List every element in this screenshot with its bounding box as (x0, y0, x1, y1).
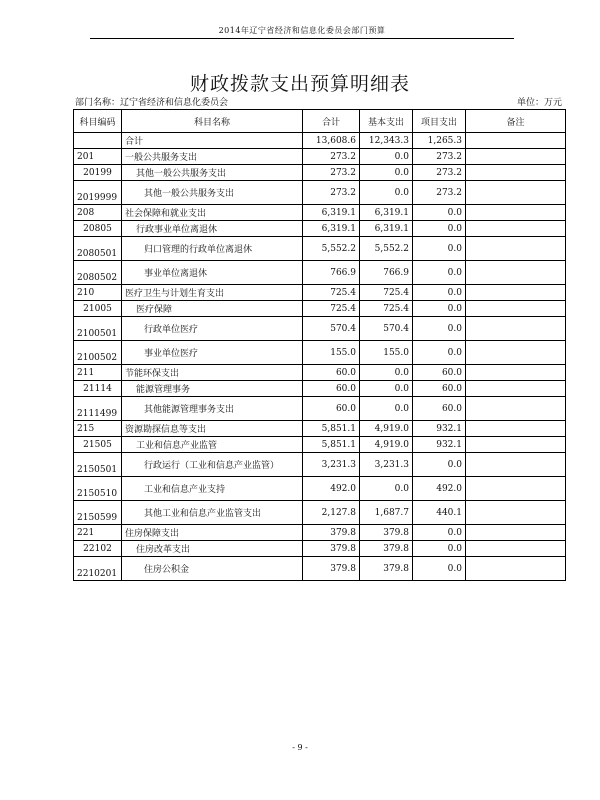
cell-total: 13,608.6 (303, 133, 360, 149)
column-header-project: 项目支出 (413, 110, 466, 133)
cell-name: 其他一般公共服务支出 (122, 165, 303, 181)
cell-total: 570.4 (303, 317, 360, 341)
cell-total: 5,851.1 (303, 437, 360, 453)
cell-basic: 4,919.0 (360, 437, 413, 453)
cell-basic: 570.4 (360, 317, 413, 341)
cell-name: 行政事业单位离退休 (122, 221, 303, 237)
cell-code: 208 (74, 205, 122, 221)
table-row (74, 501, 566, 525)
cell-project: 1,265.3 (413, 133, 466, 149)
cell-code: 221 (74, 525, 122, 541)
cell-name: 事业单位离退休 (122, 261, 303, 285)
column-header-code: 科目编码 (74, 110, 122, 133)
cell-code: 210 (74, 285, 122, 301)
cell-basic: 0.0 (360, 381, 413, 397)
column-header-basic: 基本支出 (360, 110, 413, 133)
cell-total: 3,231.3 (303, 453, 360, 477)
table-row (74, 205, 566, 221)
cell-total: 379.8 (303, 525, 360, 541)
table-row (74, 149, 566, 165)
cell-note (466, 301, 566, 317)
cell-project: 273.2 (413, 165, 466, 181)
cell-basic: 379.8 (360, 557, 413, 581)
cell-project: 0.0 (413, 237, 466, 261)
cell-basic: 4,919.0 (360, 421, 413, 437)
cell-total: 6,319.1 (303, 205, 360, 221)
cell-code: 201 (74, 149, 122, 165)
cell-name: 住房公积金 (122, 557, 303, 581)
cell-basic: 766.9 (360, 261, 413, 285)
cell-note (466, 477, 566, 501)
cell-project: 932.1 (413, 421, 466, 437)
table-row (74, 237, 566, 261)
cell-note (466, 453, 566, 477)
cell-note (466, 261, 566, 285)
table-row (74, 285, 566, 301)
cell-basic: 0.0 (360, 149, 413, 165)
cell-note (466, 317, 566, 341)
cell-project: 0.0 (413, 317, 466, 341)
cell-code: 2150510 (74, 477, 122, 501)
cell-name: 工业和信息产业监管 (122, 437, 303, 453)
table-row (74, 397, 566, 421)
department-name: 部门名称：辽宁省经济和信息化委员会 (75, 98, 229, 108)
cell-name: 事业单位医疗 (122, 341, 303, 365)
table-row (74, 181, 566, 205)
cell-total: 5,552.2 (303, 237, 360, 261)
table-row (74, 165, 566, 181)
cell-total: 766.9 (303, 261, 360, 285)
table-row (74, 421, 566, 437)
unit-label: 单位：万元 (516, 98, 562, 108)
cell-code: 21505 (74, 437, 122, 453)
cell-code: 20805 (74, 221, 122, 237)
cell-project: 273.2 (413, 149, 466, 165)
cell-total: 725.4 (303, 301, 360, 317)
table-row (74, 557, 566, 581)
cell-basic: 6,319.1 (360, 221, 413, 237)
cell-name: 行政单位医疗 (122, 317, 303, 341)
cell-project: 0.0 (413, 557, 466, 581)
cell-basic: 725.4 (360, 301, 413, 317)
cell-name: 住房保障支出 (122, 525, 303, 541)
cell-total: 379.8 (303, 557, 360, 581)
cell-total: 60.0 (303, 397, 360, 421)
table-row (74, 477, 566, 501)
cell-note (466, 365, 566, 381)
cell-project: 0.0 (413, 341, 466, 365)
cell-name: 工业和信息产业支持 (122, 477, 303, 501)
cell-basic: 379.8 (360, 541, 413, 557)
cell-total: 60.0 (303, 381, 360, 397)
cell-code: 20199 (74, 165, 122, 181)
table-row (74, 317, 566, 341)
cell-note (466, 437, 566, 453)
cell-note (466, 181, 566, 205)
cell-name: 归口管理的行政单位离退休 (122, 237, 303, 261)
cell-note (466, 237, 566, 261)
cell-project: 60.0 (413, 397, 466, 421)
cell-name: 能源管理事务 (122, 381, 303, 397)
cell-total: 155.0 (303, 341, 360, 365)
cell-project: 0.0 (413, 261, 466, 285)
cell-note (466, 221, 566, 237)
cell-basic: 725.4 (360, 285, 413, 301)
cell-code: 2019999 (74, 181, 122, 205)
cell-project: 60.0 (413, 365, 466, 381)
cell-basic: 379.8 (360, 525, 413, 541)
cell-project: 0.0 (413, 205, 466, 221)
cell-project: 0.0 (413, 453, 466, 477)
cell-name: 住房改革支出 (122, 541, 303, 557)
cell-total: 273.2 (303, 165, 360, 181)
cell-code: 2111499 (74, 397, 122, 421)
table-row (74, 453, 566, 477)
cell-project: 0.0 (413, 221, 466, 237)
cell-total: 492.0 (303, 477, 360, 501)
cell-basic: 1,687.7 (360, 501, 413, 525)
cell-code: 2150599 (74, 501, 122, 525)
table-row (74, 437, 566, 453)
cell-basic: 0.0 (360, 365, 413, 381)
cell-code: 2100501 (74, 317, 122, 341)
table-row (74, 541, 566, 557)
cell-basic: 0.0 (360, 477, 413, 501)
table-row (74, 301, 566, 317)
cell-name: 合计 (122, 133, 303, 149)
cell-note (466, 341, 566, 365)
cell-note (466, 149, 566, 165)
cell-total: 273.2 (303, 181, 360, 205)
cell-total: 5,851.1 (303, 421, 360, 437)
cell-project: 0.0 (413, 525, 466, 541)
cell-name: 社会保障和就业支出 (122, 205, 303, 221)
cell-basic: 0.0 (360, 181, 413, 205)
cell-basic: 3,231.3 (360, 453, 413, 477)
cell-code: 211 (74, 365, 122, 381)
cell-code: 22102 (74, 541, 122, 557)
cell-total: 6,319.1 (303, 221, 360, 237)
cell-name: 医疗卫生与计划生育支出 (122, 285, 303, 301)
cell-note (466, 397, 566, 421)
cell-project: 0.0 (413, 285, 466, 301)
table-row (74, 365, 566, 381)
cell-note (466, 557, 566, 581)
cell-basic: 0.0 (360, 397, 413, 421)
cell-total: 2,127.8 (303, 501, 360, 525)
cell-name: 其他工业和信息产业监管支出 (122, 501, 303, 525)
cell-project: 273.2 (413, 181, 466, 205)
cell-project: 0.0 (413, 301, 466, 317)
cell-note (466, 285, 566, 301)
cell-name: 行政运行（工业和信息产业监管） (122, 453, 303, 477)
cell-note (466, 501, 566, 525)
table-row (74, 381, 566, 397)
cell-code: 2100502 (74, 341, 122, 365)
cell-name: 其他能源管理事务支出 (122, 397, 303, 421)
cell-total: 379.8 (303, 541, 360, 557)
cell-basic: 5,552.2 (360, 237, 413, 261)
cell-code (74, 133, 122, 149)
cell-project: 492.0 (413, 477, 466, 501)
cell-name: 一般公共服务支出 (122, 149, 303, 165)
column-header-name: 科目名称 (122, 110, 303, 133)
table-row (74, 133, 566, 149)
page-number: - 9 - (292, 743, 308, 752)
page-title: 财政拨款支出预算明细表 (189, 73, 410, 95)
cell-code: 2080501 (74, 237, 122, 261)
cell-note (466, 421, 566, 437)
column-header-note: 备注 (466, 110, 566, 133)
cell-note (466, 205, 566, 221)
cell-basic: 6,319.1 (360, 205, 413, 221)
table-body (74, 133, 566, 581)
cell-note (466, 525, 566, 541)
table-header-row (74, 110, 566, 133)
cell-project: 0.0 (413, 541, 466, 557)
cell-basic: 155.0 (360, 341, 413, 365)
cell-name: 医疗保障 (122, 301, 303, 317)
cell-note (466, 165, 566, 181)
cell-note (466, 541, 566, 557)
running-header: 2014年辽宁省经济和信息化委员会部门预算 (218, 26, 386, 35)
cell-basic: 0.0 (360, 165, 413, 181)
cell-name: 节能环保支出 (122, 365, 303, 381)
cell-total: 60.0 (303, 365, 360, 381)
cell-note (466, 381, 566, 397)
cell-basic: 12,343.3 (360, 133, 413, 149)
column-header-total: 合计 (303, 110, 360, 133)
cell-code: 2150501 (74, 453, 122, 477)
table-row (74, 525, 566, 541)
cell-code: 21005 (74, 301, 122, 317)
table-row (74, 221, 566, 237)
cell-code: 2210201 (74, 557, 122, 581)
table-row (74, 341, 566, 365)
cell-project: 60.0 (413, 381, 466, 397)
cell-code: 21114 (74, 381, 122, 397)
cell-name: 资源勘探信息等支出 (122, 421, 303, 437)
cell-project: 440.1 (413, 501, 466, 525)
cell-code: 2080502 (74, 261, 122, 285)
cell-total: 273.2 (303, 149, 360, 165)
cell-project: 932.1 (413, 437, 466, 453)
cell-note (466, 133, 566, 149)
budget-table (73, 109, 566, 581)
cell-name: 其他一般公共服务支出 (122, 181, 303, 205)
header-rule (90, 38, 514, 39)
cell-code: 215 (74, 421, 122, 437)
cell-total: 725.4 (303, 285, 360, 301)
table-row (74, 261, 566, 285)
